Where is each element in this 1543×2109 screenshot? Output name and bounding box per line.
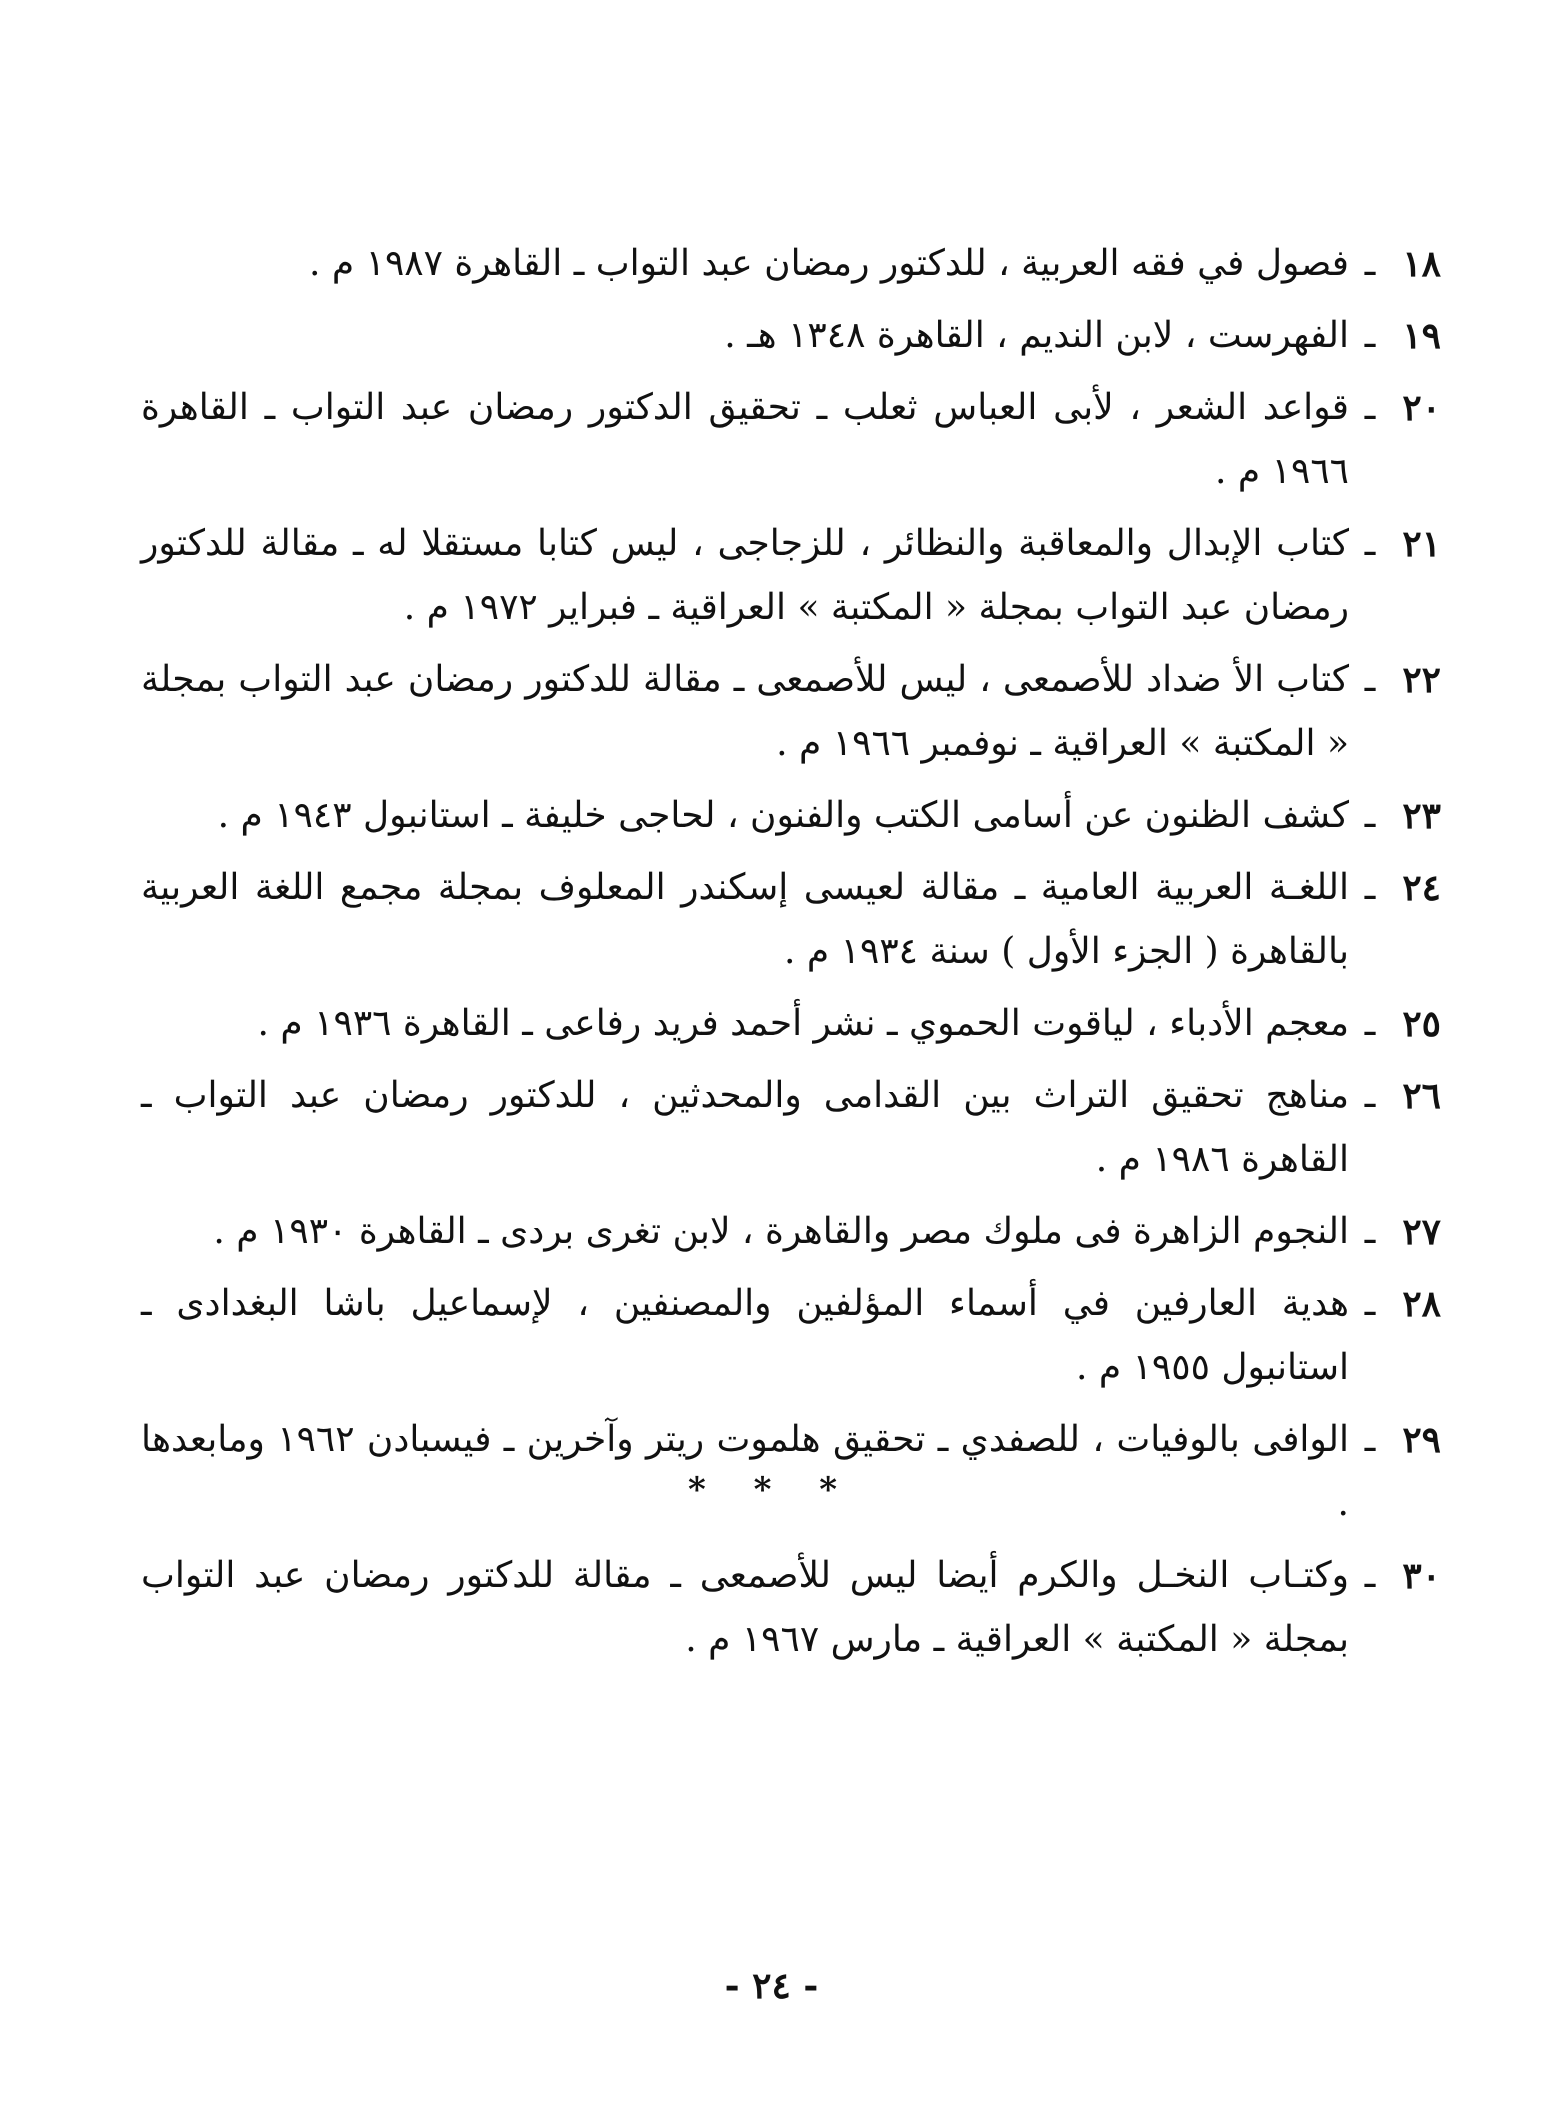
reference-dash: ـ [1364, 1211, 1376, 1252]
reference-item [141, 1064, 1441, 1192]
reference-text: النجوم الزاهرة فى ملوك مصر والقاهرة ، لابن تغرى بردى ـ القاهرة ١٩٣٠ م . [213, 1211, 1349, 1252]
reference-dash: ـ [1364, 523, 1376, 564]
reference-text: فصول في فقه العربية ، للدكتور رمضان عبد التواب ـ القاهرة ١٩٨٧ م . [309, 243, 1349, 284]
reference-number: ٢٣ [1402, 795, 1441, 837]
reference-text: كتاب الإبدال والمعاقبة والنظائر ، للزجاجى ، ليس كتابا مستقلا له ـ مقالة للدكتور رمضان عبد التواب بمجلة « المكتبة » العراقية ـ فبراير ١٩٧٢ م . [141, 523, 1349, 628]
reference-text: معجم الأدباء ، لياقوت الحموي ـ نشر أحمد فريد رفاعى ـ القاهرة ١٩٣٦ م . [257, 1003, 1349, 1044]
reference-dash: ـ [1364, 867, 1376, 908]
reference-text: الوافى بالوفيات ، للصفدي ـ تحقيق هلموت ريتر وآخرين ـ فيسبادن ١٩٦٢ ومابعدها . [141, 1419, 1349, 1524]
reference-number: ١٩ [1402, 315, 1441, 357]
reference-dash: ـ [1364, 795, 1376, 836]
reference-number: ٢٩ [1402, 1419, 1441, 1461]
section-separator: * * * [687, 1470, 855, 1510]
reference-text: الفهرست ، لابن النديم ، القاهرة ١٣٤٨ هـ . [724, 315, 1349, 356]
references-list [141, 232, 1441, 1680]
reference-item [141, 376, 1441, 504]
reference-text: وكتـاب النخـل والكرم أيضا ليس للأصمعى ـ مقالة للدكتور رمضان عبد التواب بمجلة « المكتبة » العراقية ـ مارس ١٩٦٧ م . [141, 1555, 1349, 1660]
reference-item [141, 304, 1441, 368]
reference-dash: ـ [1364, 243, 1376, 284]
reference-item [141, 232, 1441, 296]
reference-item [141, 1272, 1441, 1400]
reference-number: ٢٥ [1402, 1003, 1441, 1045]
reference-number: ٢٠ [1402, 387, 1441, 429]
reference-item [141, 784, 1441, 848]
reference-number: ٢٨ [1402, 1283, 1441, 1325]
reference-number: ٢٦ [1402, 1075, 1441, 1117]
page-number: - ٢٤ - [724, 1965, 819, 2007]
reference-number: ٢١ [1402, 523, 1441, 565]
reference-text: قواعد الشعر ، لأبى العباس ثعلب ـ تحقيق الدكتور رمضان عبد التواب ـ القاهرة ١٩٦٦ م . [141, 387, 1349, 492]
reference-number: ٢٢ [1402, 659, 1441, 701]
reference-text: كتاب الأ ضداد للأصمعى ، ليس للأصمعى ـ مقالة للدكتور رمضان عبد التواب بمجلة « المكتبة » العراقية ـ نوفمبر ١٩٦٦ م . [141, 659, 1349, 764]
reference-dash: ـ [1364, 1003, 1376, 1044]
reference-item [141, 1200, 1441, 1264]
reference-text: كشف الظنون عن أسامى الكتب والفنون ، لحاجى خليفة ـ استانبول ١٩٤٣ م . [217, 795, 1349, 836]
reference-number: ٢٤ [1402, 867, 1441, 909]
reference-item [141, 856, 1441, 984]
reference-dash: ـ [1364, 1555, 1376, 1596]
reference-number: ١٨ [1402, 243, 1441, 285]
reference-text: مناهج تحقيق التراث بين القدامى والمحدثين ، للدكتور رمضان عبد التواب ـ القاهرة ١٩٨٦ م . [141, 1075, 1349, 1180]
reference-number: ٢٧ [1402, 1211, 1441, 1253]
reference-dash: ـ [1364, 1419, 1376, 1460]
reference-dash: ـ [1364, 1283, 1376, 1324]
reference-number: ٣٠ [1402, 1555, 1441, 1597]
reference-dash: ـ [1364, 659, 1376, 700]
reference-item [141, 992, 1441, 1056]
reference-text: اللغـة العربية العامية ـ مقالة لعيسى إسكندر المعلوف بمجلة مجمع اللغة العربية بالقاهرة ( الجزء الأول ) سنة ١٩٣٤ م . [141, 867, 1349, 972]
reference-item [141, 648, 1441, 776]
reference-dash: ـ [1364, 387, 1376, 428]
reference-dash: ـ [1364, 1075, 1376, 1116]
reference-item [141, 1544, 1441, 1672]
reference-text: هدية العارفين في أسماء المؤلفين والمصنفين ، لإسماعيل باشا البغدادى ـ استانبول ١٩٥٥ م . [141, 1283, 1349, 1388]
reference-dash: ـ [1364, 315, 1376, 356]
reference-item [141, 512, 1441, 640]
